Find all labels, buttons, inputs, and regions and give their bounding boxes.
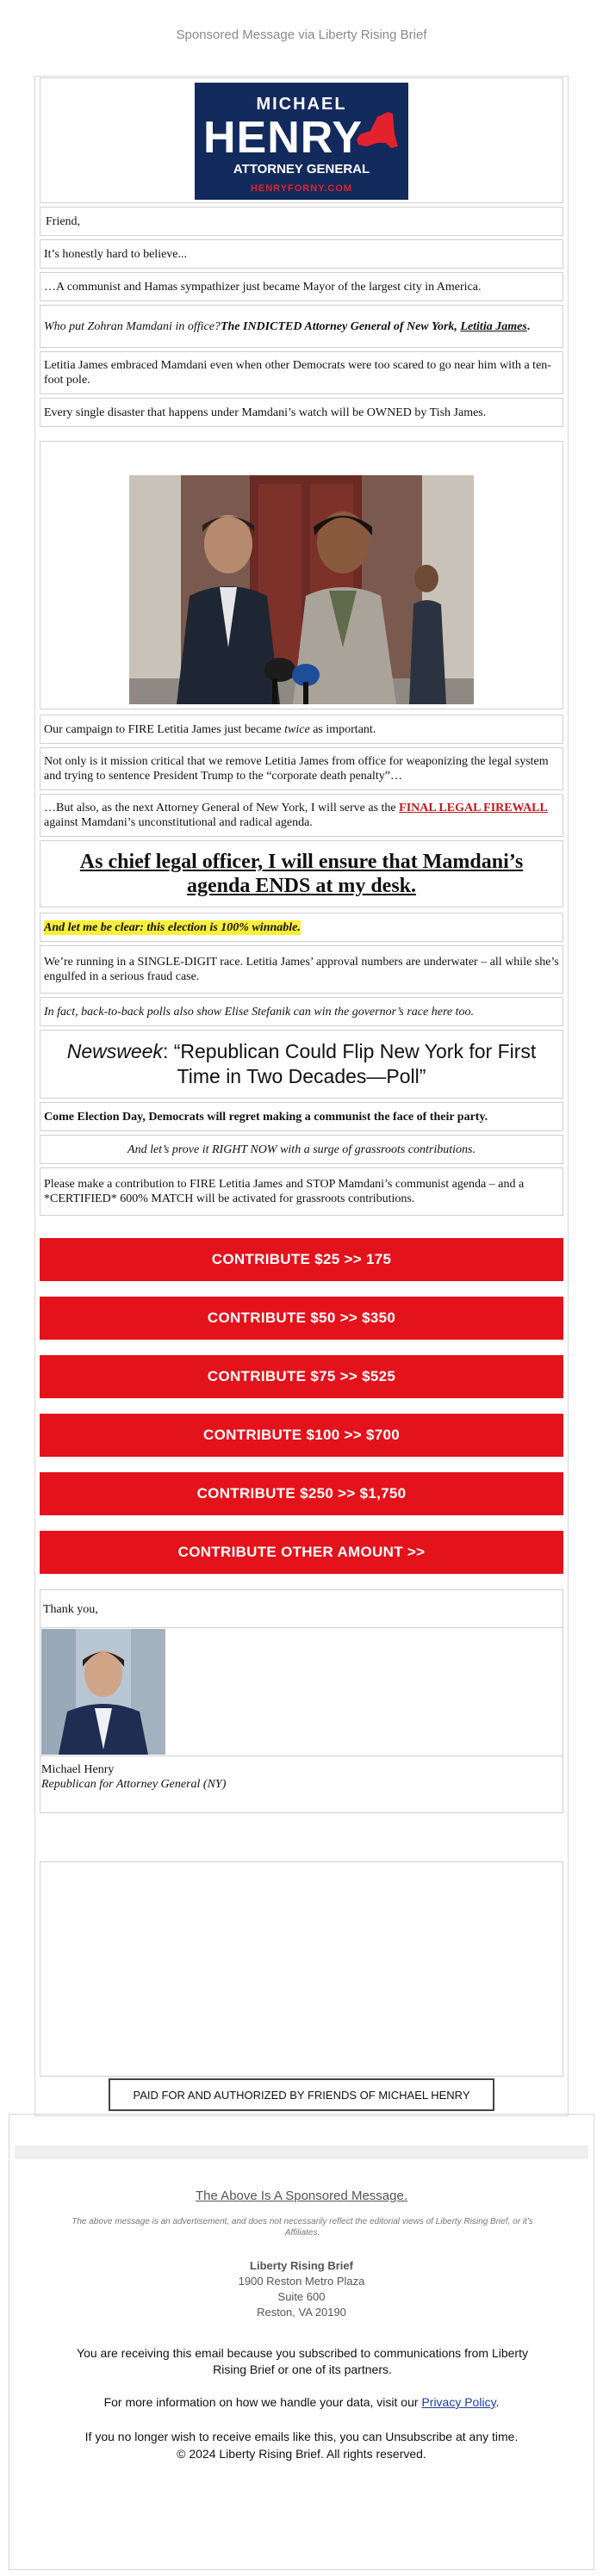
address-line: 1900 Reston Metro Plaza (238, 2275, 365, 2288)
paid-for-disclaimer: PAID FOR AND AUTHORIZED BY FRIENDS OF MICHAEL HENRY (109, 2078, 494, 2111)
headshot-photo (41, 1629, 165, 1755)
paragraph: …But also, as the next Attorney General of New York, I will serve as the FINAL LEGAL FIREWALL against Mamdani’s unconstitutional and radical agenda. (40, 794, 563, 837)
thanks: Thank you, (43, 1602, 98, 1616)
logo-office: ATTORNEY GENERAL (233, 162, 370, 176)
paragraph: We’re running in a SINGLE-DIGIT race. Letitia James’ approval numbers are underwater – all while she’s engulfed in a serious fraud case. (40, 945, 563, 994)
address-line: Reston, VA 20190 (257, 2306, 346, 2319)
paragraph: Please make a contribution to FIRE Letitia James and STOP Mamdani’s communist agenda – and a *CERTIFIED* 600% MATCH will be activated for grassroots contributions. (40, 1167, 563, 1216)
final-legal-firewall-link[interactable]: FINAL LEGAL FIREWALL (399, 802, 548, 814)
paragraph: Who put Zohran Mamdani in office?The INDICTED Attorney General of New York, Letitia James. (40, 305, 563, 348)
company-name: Liberty Rising Brief (250, 2259, 353, 2272)
contribute-50-button[interactable]: CONTRIBUTE $50 >> $350 (40, 1297, 563, 1340)
headline: As chief legal officer, I will ensure that Mamdani’s agenda ENDS at my desk. (40, 840, 563, 907)
paragraph: Our campaign to FIRE Letitia James just became twice as important. (40, 715, 563, 744)
contribute-100-button[interactable]: CONTRIBUTE $100 >> $700 (40, 1414, 563, 1457)
contribute-25-button[interactable]: CONTRIBUTE $25 >> 175 (40, 1238, 563, 1281)
letitia-james-link[interactable]: Letitia James (460, 319, 527, 333)
paragraph: Letitia James embraced Mamdani even when other Democrats were too scared to go near him with a ten-foot pole. (40, 351, 563, 394)
logo-last-name: HENRY (203, 113, 364, 163)
paragraph: …A communist and Hamas sympathizer just became Mayor of the largest city in America. (40, 272, 563, 301)
sponsor-header: Sponsored Message via Liberty Rising Brief (176, 28, 427, 42)
copyright: © 2024 Liberty Rising Brief. All rights reserved. (177, 2447, 426, 2461)
empty-content-block (40, 1861, 563, 2077)
sponsored-title: The Above Is A Sponsored Message. (196, 2189, 407, 2203)
logo-url[interactable]: HENRYFORNY.COM (250, 183, 353, 194)
new-york-state-icon (351, 108, 401, 153)
newsweek-quote: Newsweek: “Republican Could Flip New York for First Time in Two Decades—Poll” (40, 1030, 563, 1099)
quote-source: Newsweek (66, 1040, 163, 1062)
receiving-notice: You are receiving this email because you subscribed to communications from Liberty Rising Brief or one of its partners. (77, 2346, 528, 2376)
candidate-photo (129, 475, 474, 704)
footer (9, 2114, 594, 2570)
signer-title: Republican for Attorney General (NY) (41, 1778, 227, 1791)
paragraph: And let’s prove it RIGHT NOW with a surge of grassroots contributions. (40, 1135, 563, 1164)
contribute-250-button[interactable]: CONTRIBUTE $250 >> $1,750 (40, 1472, 563, 1515)
greeting: Friend, (40, 207, 563, 236)
privacy-policy-link[interactable]: Privacy Policy (421, 2395, 496, 2409)
paragraph: In fact, back-to-back polls also show Elise Stefanik can win the governor’s race here too. (40, 997, 563, 1026)
unsubscribe-line[interactable]: If you no longer wish to receive emails like this, you can Unsubscribe at any time. (84, 2430, 519, 2443)
address-line: Suite 600 (277, 2290, 326, 2303)
paragraph: Not only is it mission critical that we remove Letitia James from office for weaponizing the legal system and trying to sentence President Trump to the “corporate death penalty”… (40, 747, 563, 790)
footer-divider (15, 2146, 588, 2159)
logo-first-name: MICHAEL (256, 95, 347, 114)
paragraph: Come Election Day, Democrats will regret making a communist the face of their party. (40, 1102, 563, 1131)
paragraph: It’s honestly hard to believe... (40, 239, 563, 269)
signer-name: Michael Henry (41, 1763, 115, 1776)
paragraph: Every single disaster that happens under Mamdani’s watch will be OWNED by Tish James. (40, 398, 563, 427)
footer-disclaimer: The above message is an advertisement, and does not necessarily reflect the editorial views of Liberty Rising Brief, or it's Affiliates. (71, 2217, 533, 2238)
campaign-logo[interactable] (195, 83, 408, 200)
contribute-75-button[interactable]: CONTRIBUTE $75 >> $525 (40, 1355, 563, 1398)
highlight-line: And let me be clear: this election is 100% winnable. (40, 913, 563, 942)
privacy-line: For more information on how we handle your data, visit our Privacy Policy. (103, 2395, 500, 2409)
contribute-other-button[interactable]: CONTRIBUTE OTHER AMOUNT >> (40, 1531, 563, 1574)
